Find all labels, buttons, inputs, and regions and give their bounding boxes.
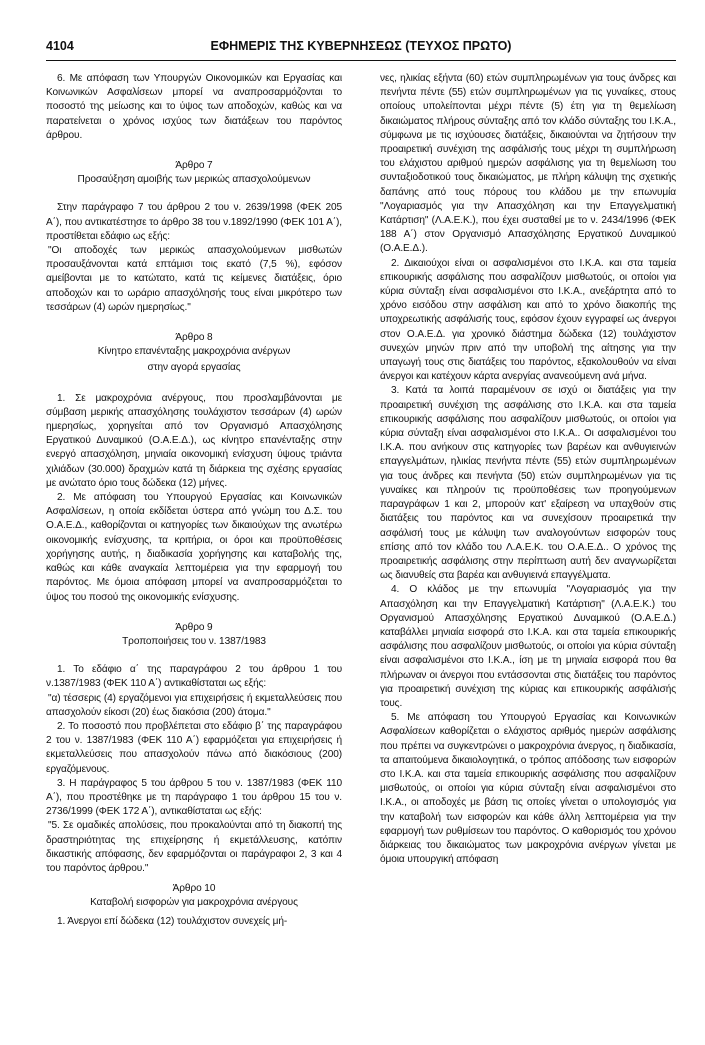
- article-10-paragraph-5: 5. Με απόφαση του Υπουργού Εργασίας και Κοινωνικών Ασφαλίσεων καθορίζεται ο ελάχιστος αριθμός ημερών ασφάλισης που πρέπει να συγκεντρώνει ο μακροχρόνια άνεργος, η διαδικασία, τα απαιτούμενα δικαιολογητικά, ο τρόπος απόδοσης των εισφορών στο Ι.Κ.Α. και στα ταμεία επικουρικής ασφάλισης που ασφαλίζουν μισθωτούς, οι οποίοι για κύρια σύνταξη είναι ασφαλισμένοι στο Ι.Κ.Α., οι αποδοχές με βάση τις οποίες γίνεται ο υπολογισμός για την καταβολή των εισφορών και κάθε άλλη λεπτομέρεια για την εφαρμογή των ρυθμίσεων του παρόντος. Ο καθορισμός του χρόνου διάρκειας του δικαιώματος των μακροχρόνια ανέργων γίνεται με όμοια υπουργική απόφαση: [380, 712, 676, 866]
- page-header: [46, 36, 676, 58]
- header-rule: [46, 60, 676, 61]
- article-10: [46, 876, 342, 929]
- article-9-paragraph-1: 1. Το εδάφιο α΄ της παραγράφου 2 του άρθρου 1 του ν.1387/1983 (ΦΕΚ 110 Α΄) αντικαθίσταται ως εξής:: [46, 664, 342, 690]
- article-9-paragraph-3-quote: "5. Σε ομαδικές απολύσεις, που προκαλούνται από τη διακοπή της δραστηριότητας της επιχείρησης ή εκμετάλλευσης, κατόπιν δικαστικής απόφασης, δεν εφαρμόζονται οι παράγραφοι 2, 3 και 4 του παρόντος άρθρου.": [46, 820, 342, 874]
- article-10-title: Καταβολή εισφορών για μακροχρόνια ανέργους: [90, 897, 298, 909]
- article-9: [46, 605, 342, 876]
- article-7-title: Προσαύξηση αμοιβής των μερικώς απασχολούμενων: [77, 174, 311, 186]
- article-9-title: Τροποποιήσεις του ν. 1387/1983: [122, 635, 266, 647]
- article-10-heading: Άρθρο 10: [172, 883, 216, 895]
- article-10-paragraph-1-continued: νες, ηλικίας εξήντα (60) ετών συμπληρωμένων για τους άνδρες και πενήντα πέντε (55) ετών συμπληρωμένων για τις γυναίκες, στους οποίους υπολείπονται μέχρι πέντε (5) έτη για τη θεμελίωση δικαιώματος πλήρους σύνταξης από τον κλάδο σύνταξης του Ι.Κ.Α., σύμφωνα με τις ισχύουσες διατάξεις, δικαιούνται να ζητήσουν την προαιρετική συνέχιση της ασφάλισής τους μέχρι τη συμπλήρωση του ελάχιστου αριθμού ημερών ασφάλισης για τη θεμελίωση του συνταξιοδοτικού τους δικαιώματος, με πλήρη κάλυψη της σχετικής δαπάνης από τους πόρους του κλάδου με την επωνυμία "Λογαριασμός για την Απασχόληση και την Επαγγελματική Κατάρτιση" (Λ.Α.Ε.Κ.), που έχει συσταθεί με το ν. 2434/1996 (ΦΕΚ 188 Α΄) στον Οργανισμό Απασχόλησης Εργατικού Δυναμικού (Ο.Α.Ε.Δ.).: [380, 73, 676, 255]
- page-number: 4104: [46, 39, 74, 53]
- article-7-heading: Άρθρο 7: [175, 160, 213, 172]
- article-8-title-line-1: Κίνητρο επανένταξης μακροχρόνια ανέργων: [97, 346, 291, 358]
- article-7-quote: "Οι αποδοχές των μερικώς απασχολούμενων μισθωτών προσαυξάνονται κατά επτάμισι τοις εκατό (7,5 %), εφόσον αμείβονται με το κατώτατο, κατά τις κείμενες διατάξεις, όριο αποδοχών και το ωράριο απασχόλησής τους είναι μικρότερο των τεσσάρων (4) ωρών ημερησίως.": [46, 245, 342, 313]
- article-10-paragraph-2: 2. Δικαιούχοι είναι οι ασφαλισμένοι στο Ι.Κ.Α. και στα ταμεία επικουρικής ασφάλισης που ασφαλίζουν μισθωτούς, οι οποίοι για κύρια σύνταξη είναι ασφαλισμένοι στο Ι.Κ.Α., ανεξάρτητα από το χρόνο εισόδου στην ασφάλιση και από το χρόνο διακοπής της υποχρεωτικής ασφάλισής τους, εφόσον έχουν εγγραφεί ως άνεργοι στον Ο.Α.Ε.Δ. για χρονικό διάστημα δώδεκα (12) τουλάχιστον συνεχών μηνών πριν από την υποβολή της αίτησης για την υπαγωγή τους στις διατάξεις του παρόντος, εξακολουθούν να είναι άνεργοι και κατέχουν κάρτα ανεργίας ανανεούμενη ανά μήνα.: [380, 257, 676, 383]
- article-10-paragraph-3: 3. Κατά τα λοιπά παραμένουν σε ισχύ οι διατάξεις για την προαιρετική συνέχιση της ασφάλισης στο Ι.Κ.Α. και στα ταμεία επικουρικής ασφάλισης που ασφαλίζουν μισθωτούς, οι οποίοι για κύρια σύνταξη είναι ασφαλισμένοι στο Ι.Κ.Α.. Οι ασφαλισμένοι του Ι.Κ.Α. που ανήκουν στις κατηγορίες των βαρέων και ανθυγιεινών επαγγελμάτων, ηλικίας πενήντα πέντε (55) ετών συμπληρωμένων για τους άνδρες και πενήντα (50) ετών συμπληρωμένων για τις γυναίκες και πληρούν τις προϋποθέσεις των προηγούμενων παραγράφων 1 και 2, μπορούν κατ' εξαίρεση να υπαχθούν στις διατάξεις του παρόντος και να συνεχίσουν προαιρετικά την ασφάλισή τους με κάλυψη των αναλογούντων εισφορών τους επίσης από τον κλάδο του Λ.Α.Ε.Κ. του Ο.Α.Ε.Δ.. Ο χρόνος της προαιρετικής ασφάλισης στην περίπτωση αυτή δεν αναγνωρίζεται ως διανυθείς στα βαρέα και ανθυγιεινά επαγγέλματα.: [380, 385, 676, 582]
- right-column: [380, 72, 676, 1037]
- article-8-heading: Άρθρο 8: [175, 332, 213, 344]
- article-10-paragraph-4: 4. Ο κλάδος με την επωνυμία "Λογαριασμός για την Απασχόληση και την Επαγγελματική Κατάρτιση" (Λ.Α.Ε.Κ.) του Οργανισμού Απασχόλησης Εργατικού Δυναμικού (Ο.Α.Ε.Δ.) καταβάλλει μηνιαία εισφορά στο Ι.Κ.Α. και στα ταμεία επικουρικής ασφάλισης που ασφαλίζουν μισθωτούς, οι οποίοι για κύρια σύνταξη είναι ασφαλισμένοι στο Ι.Κ.Α., ίση με τη μηνιαία εισφορά που θα πλήρωναν οι άνεργοι που εντάσσονται στις διατάξεις του παρόντος για προαιρετική συνέχιση της κύριας και επικουρικής ασφάλισής τους.: [380, 584, 676, 709]
- left-column: [46, 72, 342, 1037]
- article-8: [46, 315, 342, 605]
- article-9-paragraph-3: 3. Η παράγραφος 5 του άρθρου 5 του ν. 1387/1983 (ΦΕΚ 110 Α΄), που προστέθηκε με τη παράγραφο 1 του άρθρου 15 του ν. 2736/1999 (ΦΕΚ 172 Α΄), αντικαθίσταται ως εξής:: [46, 777, 342, 818]
- article-8-title-line-2: στην αγορά εργασίας: [147, 362, 241, 374]
- article-9-heading: Άρθρο 9: [175, 621, 213, 633]
- article-8-paragraph-1: 1. Σε μακροχρόνια ανέργους, που προσλαμβάνονται με σύμβαση μερικής απασχόλησης τουλάχιστον τεσσάρων (4) ωρών ημερησίως, χορηγείται από τον Οργανισμό Απασχόλησης Εργατικού Δυναμικού (Ο.Α.Ε.Δ.), ως κίνητρο επανένταξης στην ενεργό απασχόληση, μηνιαία οικονομική ενίσχυση ύψους τριάντα χιλιάδων (30.000) δραχμών κατά τη διάρκεια της σχέσης εργασίας με ανώτατο όριο τους δώδεκα (12) μήνες.: [46, 392, 342, 489]
- article-7-paragraph-1: Στην παράγραφο 7 του άρθρου 2 του ν. 2639/1998 (ΦΕΚ 205 Α΄), που αντικατέστησε το άρθρο 38 του ν.1892/1990 (ΦΕΚ 101 Α΄), προστίθεται εδάφιο ως εξής:: [46, 202, 342, 242]
- article-7: [46, 143, 342, 315]
- intro-paragraph: 6. Με απόφαση των Υπουργών Οικονομικών και Εργασίας και Κοινωνικών Ασφαλίσεων μπορεί να αναπροσαρμόζονται το ποσοστό της μείωσης και το ύψος των αποδοχών, καθώς και να παρατείνεται ο χρόνος ισχύος των διατάξεων του παρόντος άρθρου.: [46, 73, 342, 141]
- article-10-paragraph-1: 1. Άνεργοι επί δώδεκα (12) τουλάχιστον συνεχείς μή-: [57, 915, 288, 927]
- article-9-paragraph-1-quote: "α) τέσσερις (4) εργαζόμενοι για επιχειρήσεις ή εκμεταλλεύσεις που απασχολούν είκοσι (20) έως διακόσια (200) άτομα.": [46, 692, 342, 718]
- article-9-paragraph-2: 2. Το ποσοστό που προβλέπεται στο εδάφιο β΄ της παραγράφου 2 του ν. 1387/1983 (ΦΕΚ 110 Α΄) εφαρμόζεται για επιχειρήσεις ή εκμεταλλεύσεις που απασχολούν πάνω από διακόσιους (200) εργαζόμενους.: [46, 720, 342, 775]
- article-8-paragraph-2: 2. Με απόφαση του Υπουργού Εργασίας και Κοινωνικών Ασφαλίσεων, η οποία εκδίδεται ύστερα από γνώμη του Δ.Σ. του Ο.Α.Ε.Δ., καθορίζονται οι κατηγορίες των δικαιούχων της ανωτέρω οικονομικής ενίσχυσης, τα κριτήρια, οι όροι και προϋποθέσεις χορήγησης αυτής, η διαδικασία χορήγησης και καταβολής της, καθώς και κάθε αναγκαία λεπτομέρεια για την εφαρμογή του παρόντος. Με όμοια απόφαση μπορεί να αναπροσαρμόζεται το ύψος του ποσού της οικονομικής ενίσχυσης.: [46, 492, 342, 603]
- journal-title: ΕΦΗΜΕΡΙΣ ΤΗΣ ΚΥΒΕΡΝΗΣΕΩΣ (ΤΕΥΧΟΣ ΠΡΩΤΟ): [210, 39, 512, 53]
